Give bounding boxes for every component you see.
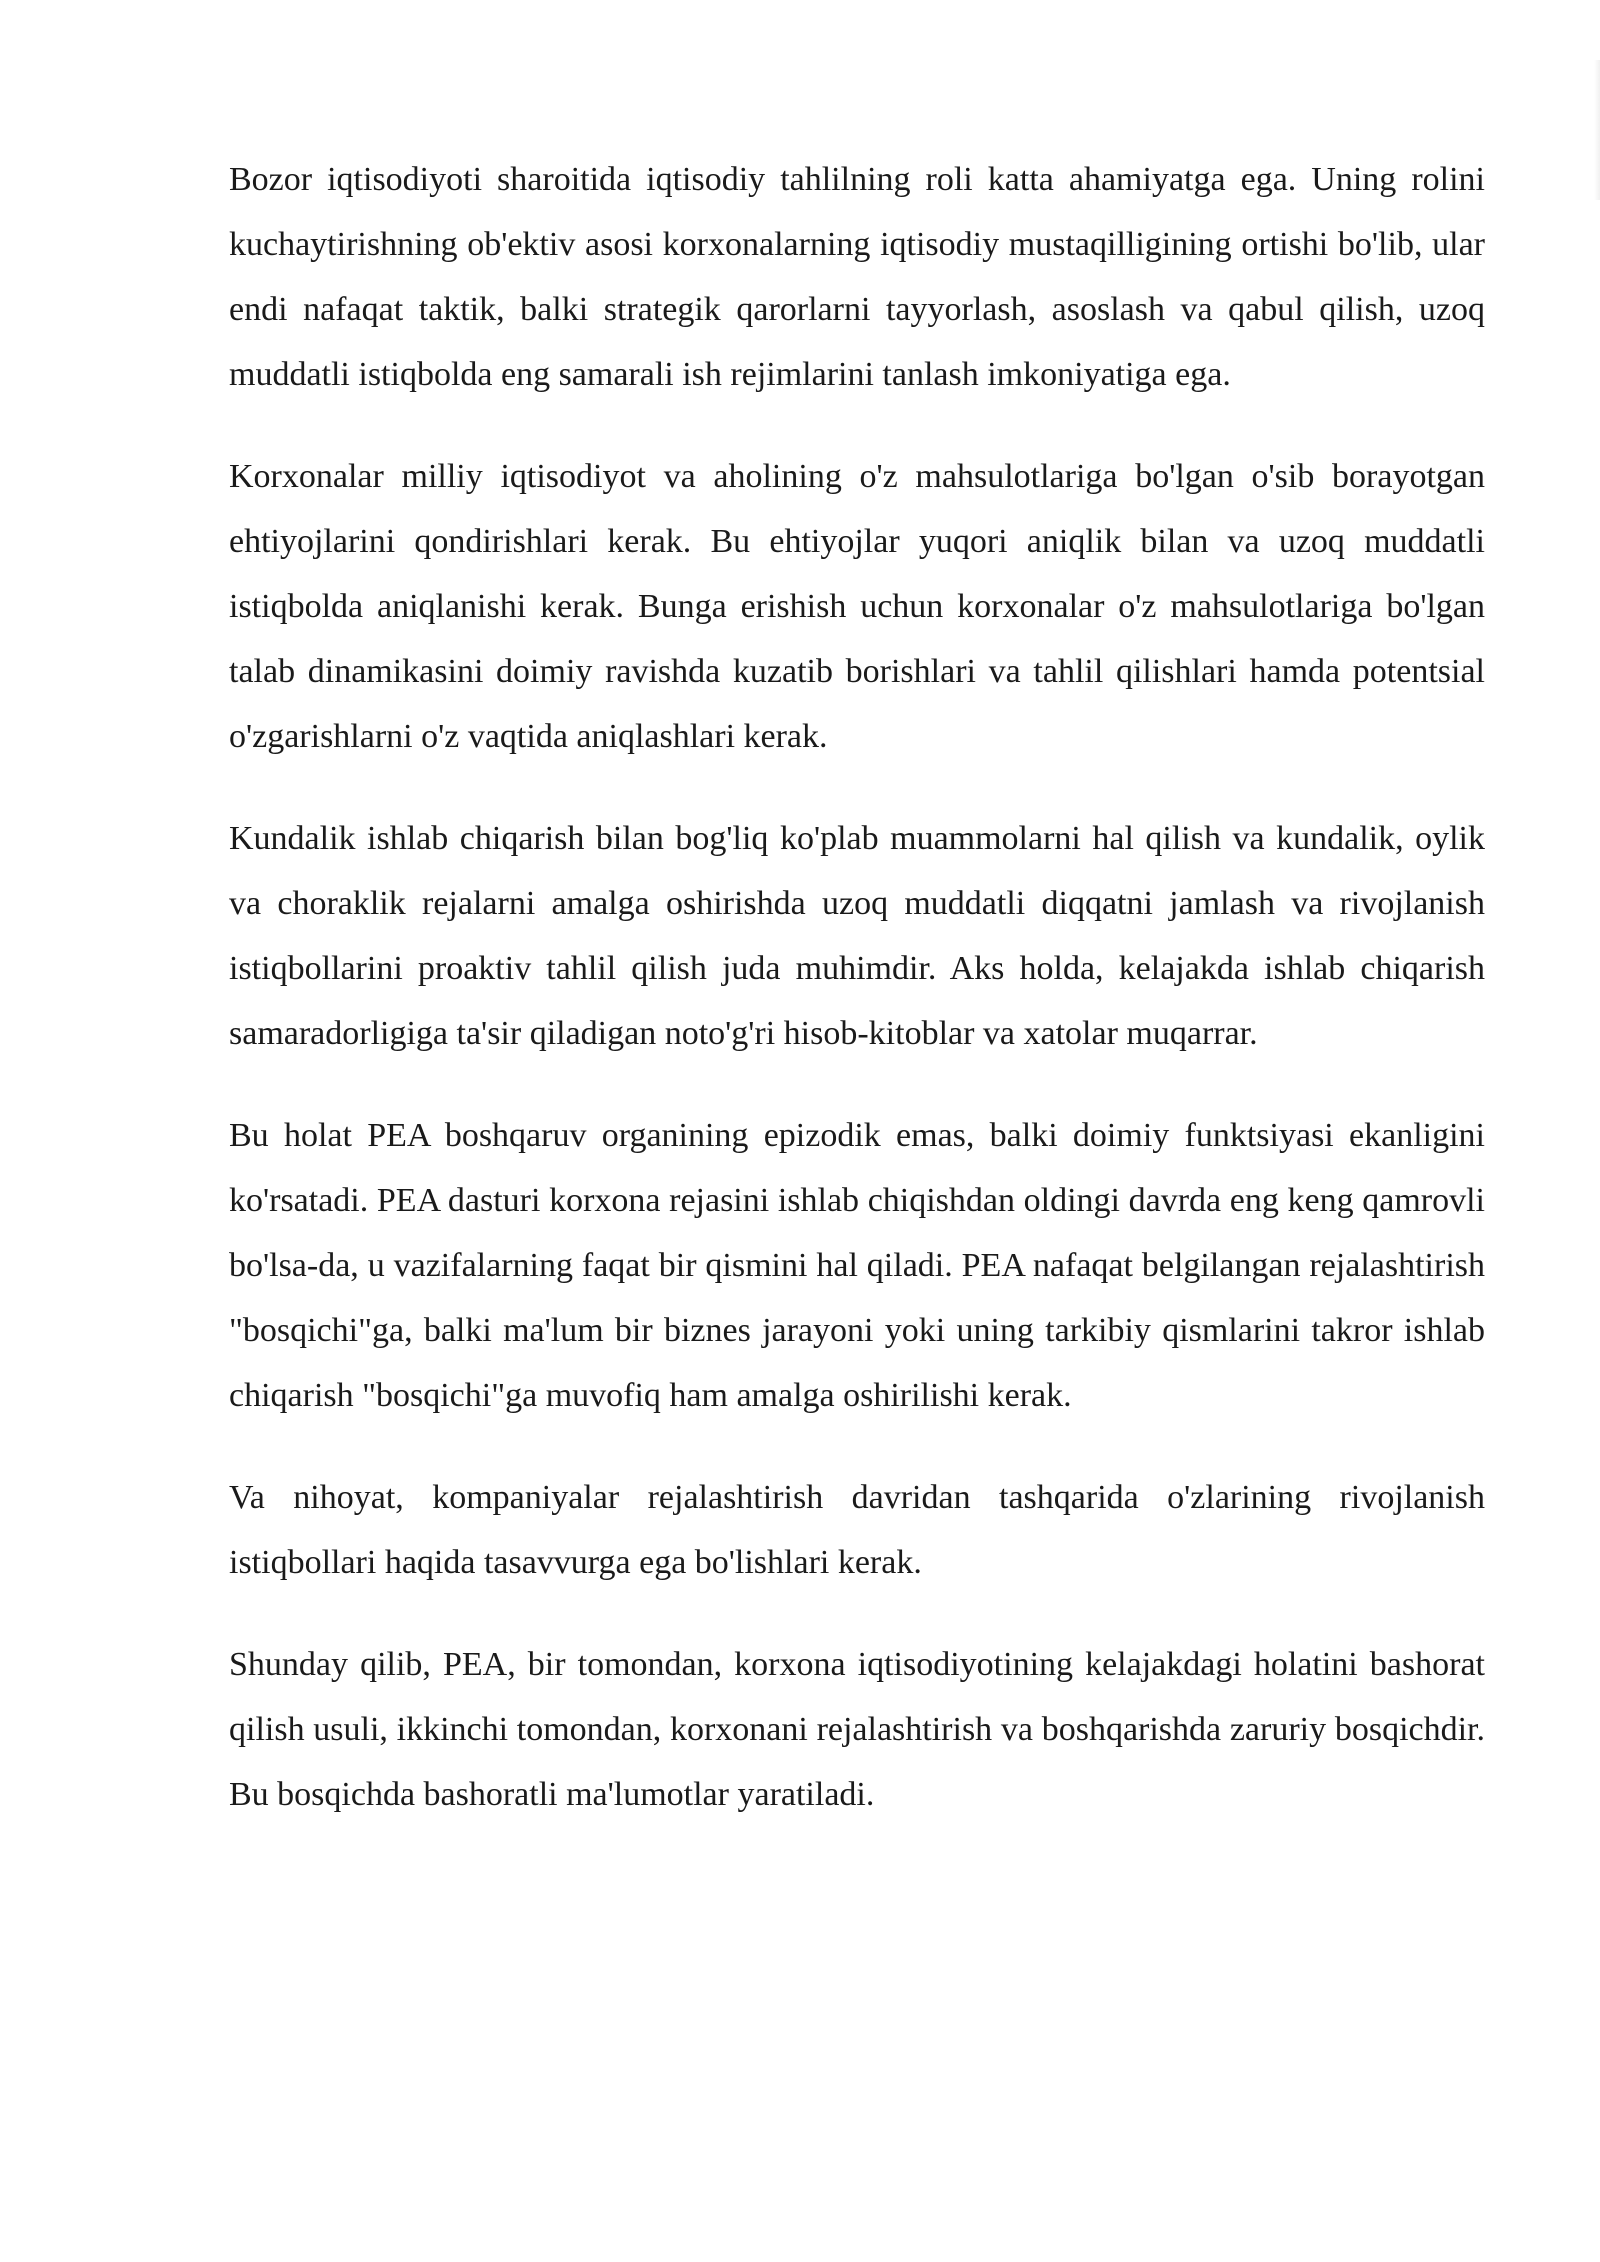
paragraph-2: Korxonalar milliy iqtisodiyot va aholining o'z mahsulotlariga bo'lgan o'sib borayotgan ehtiyojlarini qondirishlari kerak. Bu ehtiyojlar yuqori aniqlik bilan va uzoq muddatli istiqbolda aniqlanishi kerak. Bunga erishish uchun korxonalar o'z mahsulotlariga bo'lgan talab dinamikasini doimiy ravishda kuzatib borishlari va tahlil qilishlari hamda potentsial o'zgarishlarni o'z vaqtida aniqlashlari kerak. [229,458,1485,755]
page-edge-shadow [1594,60,1600,200]
paragraph-1: Bozor iqtisodiyoti sharoitida iqtisodiy tahlilning roli katta ahamiyatga ega. Uning rolini kuchaytirishning ob'ektiv asosi korxonalarning iqtisodiy mustaqilligining ortishi bo'lib, ular endi nafaqat taktik, balki strategik qarorlarni tayyorlash, asoslash va qabul qilish, uzoq muddatli istiqbolda eng samarali ish rejimlarini tanlash imkoniyatiga ega. [229,161,1485,393]
paragraph-6: Shunday qilib, PEA, bir tomondan, korxona iqtisodiyotining kelajakdagi holatini bashorat qilish usuli, ikkinchi tomondan, korxonani rejalashtirish va boshqarishda zaruriy bosqichdir. Bu bosqichda bashoratli ma'lumotlar yaratiladi. [229,1646,1485,1813]
paragraph-5: Va nihoyat, kompaniyalar rejalashtirish davridan tashqarida o'zlarining rivojlanish istiqbollari haqida tasavvurga ega bo'lishlari kerak. [229,1479,1485,1581]
paragraph-4: Bu holat PEA boshqaruv organining epizodik emas, balki doimiy funktsiyasi ekanligini ko'rsatadi. PEA dasturi korxona rejasini ishlab chiqishdan oldingi davrda eng keng qamrovli bo'lsa-da, u vazifalarning faqat bir qismini hal qiladi. PEA nafaqat belgilangan rejalashtirish "bosqichi"ga, balki ma'lum bir biznes jarayoni yoki uning tarkibiy qismlarini takror ishlab chiqarish "bosqichi"ga muvofiq ham amalga oshirilishi kerak. [229,1117,1485,1414]
paragraph-3: Kundalik ishlab chiqarish bilan bog'liq ko'plab muammolarni hal qilish va kundalik, oylik va choraklik rejalarni amalga oshirishda uzoq muddatli diqqatni jamlash va rivojlanish istiqbollarini proaktiv tahlil qilish juda muhimdir. Aks holda, kelajakda ishlab chiqarish samaradorligiga ta'sir qiladigan noto'g'ri hisob-kitoblar va xatolar muqarrar. [229,820,1485,1052]
document-body [229,147,1485,1864]
